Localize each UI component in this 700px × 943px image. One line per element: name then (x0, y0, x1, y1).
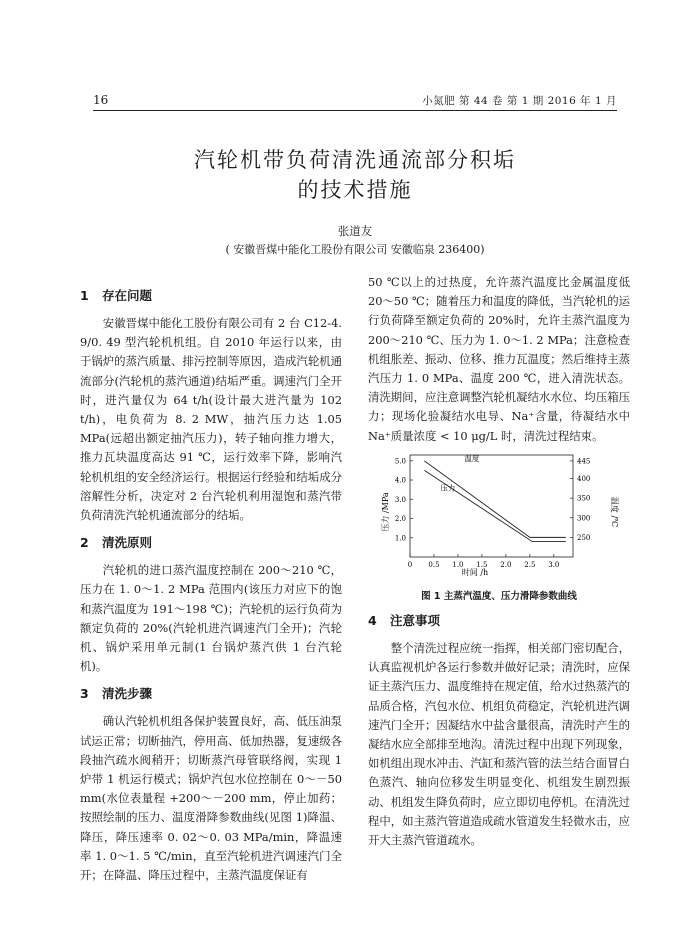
chart-lines (424, 453, 565, 542)
x-tick-label: 1.0 (452, 561, 464, 569)
section-heading-2: 2 清洗原则 (80, 535, 153, 551)
paper-title-line1: 汽轮机带负荷清洗通流部分积垢 (194, 148, 516, 172)
section-heading-4: 4 注意事项 (368, 613, 441, 628)
x-tick-label: 3.0 (548, 561, 560, 569)
figure-1-chart (368, 447, 630, 582)
page-number: 16 (93, 93, 109, 107)
y-axis-right-label: 温度 /℃ (610, 496, 619, 528)
section-4-para: 整个清洗过程应统一指挥，相关部门密切配合，认真监视机炉各运行参数并做好记录；清洗时，应保证主蒸汽压力、温度维持在规定值，给水过热蒸汽的品质合格，汽包水位、机组负荷稳定，汽轮机进汽调速汽门全开；因凝结水中盐含量很高，清洗时产生的凝结水应全部排至地沟。清洗过程中出现下列现象，如机组出现水冲击、汽缸和蒸汽管的法兰结合面冒白色蒸汽、轴向位移发生明显变化、机组发生剧烈振动、机组发生降负荷时，应立即切电停机。在清洗过程中，如主蒸汽管道造成疏水管道发生轻微水击，应开大主蒸汽管道疏水。 (368, 641, 631, 848)
left-column (80, 286, 342, 885)
y-right-tick-label: 250 (577, 533, 591, 542)
section-1-para: 安徽晋煤中能化工股份有限公司有 2 台 C12-4. 9/0. 49 型汽轮机机组。自 2010 年运行以来，由于锅炉的蒸汽质量、排污控制等原因，造成汽轮机通流部分(汽轮机的蒸汽通道)结垢严重。调速汽门全开时，进汽量仅为 64 t/h(设计最大进汽量为 102 t/h)，电负荷为 8. 2 MW，抽汽压力达 1.05 MPa(远超出额定抽汽压力)，转子轴向推力增大，推力瓦块温度高达 91 ℃，运行效率下降，影响汽轮机机组的安全经济运行。根据运行经验和结垢成分溶解性分析，决定对 2 台汽轮机利用湿饱和蒸汽带负荷清洗汽轮机通流部分的结垢。 (80, 316, 342, 523)
section-heading-3: 3 清洗步骤 (80, 686, 153, 702)
chart-ticks (395, 457, 591, 569)
y-left-tick-label: 5.0 (394, 457, 406, 466)
paper-title-line2: 的技术措施 (297, 178, 413, 202)
section-heading-1: 1 存在问题 (80, 288, 153, 303)
y-left-tick-label: 1.0 (394, 534, 406, 543)
x-tick-label: 2.0 (500, 561, 512, 569)
series-label-1: 压力 (440, 483, 456, 493)
y-left-tick-label: 2.0 (394, 515, 406, 524)
section-2-para: 汽轮机的进口蒸汽温度控制在 200～210 ℃，压力在 1. 0～1. 2 MPa 范围内(该压力对应下的饱和蒸汽温度为 191～198 ℃)；汽轮机的运行负荷为额定负荷的 20%(汽轮机进汽调速汽门全开)；汽轮机、锅炉采用单元制(1 台锅炉蒸汽供 1 台汽轮机)。 (80, 563, 342, 674)
x-tick-label: 2.5 (524, 561, 536, 569)
figure-caption: 图 1 主蒸汽温度、压力滑降参数曲线 (421, 591, 577, 602)
right-column-top (368, 273, 630, 446)
x-tick-label: 0 (407, 561, 413, 569)
author: 张道友 (337, 224, 373, 238)
affiliation: ( 安徽晋煤中能化工股份有限公司 安徽临泉 236400) (225, 243, 485, 256)
x-tick-label: 1.5 (476, 561, 488, 569)
x-axis-label: 时间 /h (461, 568, 489, 577)
y-axis-left-label: 压力 /MPa (381, 492, 390, 532)
y-right-tick-label: 445 (577, 457, 591, 466)
right-column-bottom (368, 611, 630, 850)
y-right-tick-label: 300 (577, 514, 591, 523)
y-left-tick-label: 4.0 (394, 476, 406, 485)
y-left-tick-label: 3.0 (394, 495, 406, 504)
header-rule (93, 110, 617, 111)
series-line-0 (424, 461, 565, 538)
section-3-para: 确认汽轮机机组各保护装置良好，高、低压油泵试运正常；切断抽汽，停用高、低加热器，复速级各段抽汽疏水阀稍开；切断蒸汽母管联络阀，实现 1 炉带 1 机运行模式；锅炉汽包水位控制在 0～－50 mm(水位表量程 +200～－200 mm，停止加药；按照绘制的压力、温度滑降参数曲线(见图 1)降温、降压，降压速率 0. 02～0. 03 MPa/min，降温速率 1. 0～1. 5 ℃/min，直至汽轮机进汽调速汽门全开；在降温、降压过程中，主蒸汽温度保证有 (80, 714, 343, 883)
section-3-continued: 50 ℃以上的过热度，允许蒸汽温度比金属温度低 20～50 ℃；随着压力和温度的降低，当汽轮机的运行负荷降至额定负荷的 20%时，允许主蒸汽温度为 200～210 ℃、压力为 1. 0～1. 2 MPa；注意检查机组胀差、振动、位移、推力瓦温度；然后维持主蒸汽压力 1. 0 MPa、温度 200 ℃，进入清洗状态。清洗期间，应注意调整汽轮机凝结水水位、均压箱压力；现场化验凝结水电导、Na⁺含量，待凝结水中 Na⁺质量浓度 < 10 μg/L 时，清洗过程结束。 (368, 275, 630, 443)
series-label-0: 温度 (464, 453, 480, 463)
x-tick-label: 0.5 (428, 561, 440, 569)
y-right-tick-label: 350 (577, 494, 591, 503)
y-right-tick-label: 400 (577, 475, 591, 484)
journal-header: 小氮肥 第 44 卷 第 1 期 2016 年 1 月 (422, 95, 617, 107)
series-line-1 (424, 470, 565, 541)
